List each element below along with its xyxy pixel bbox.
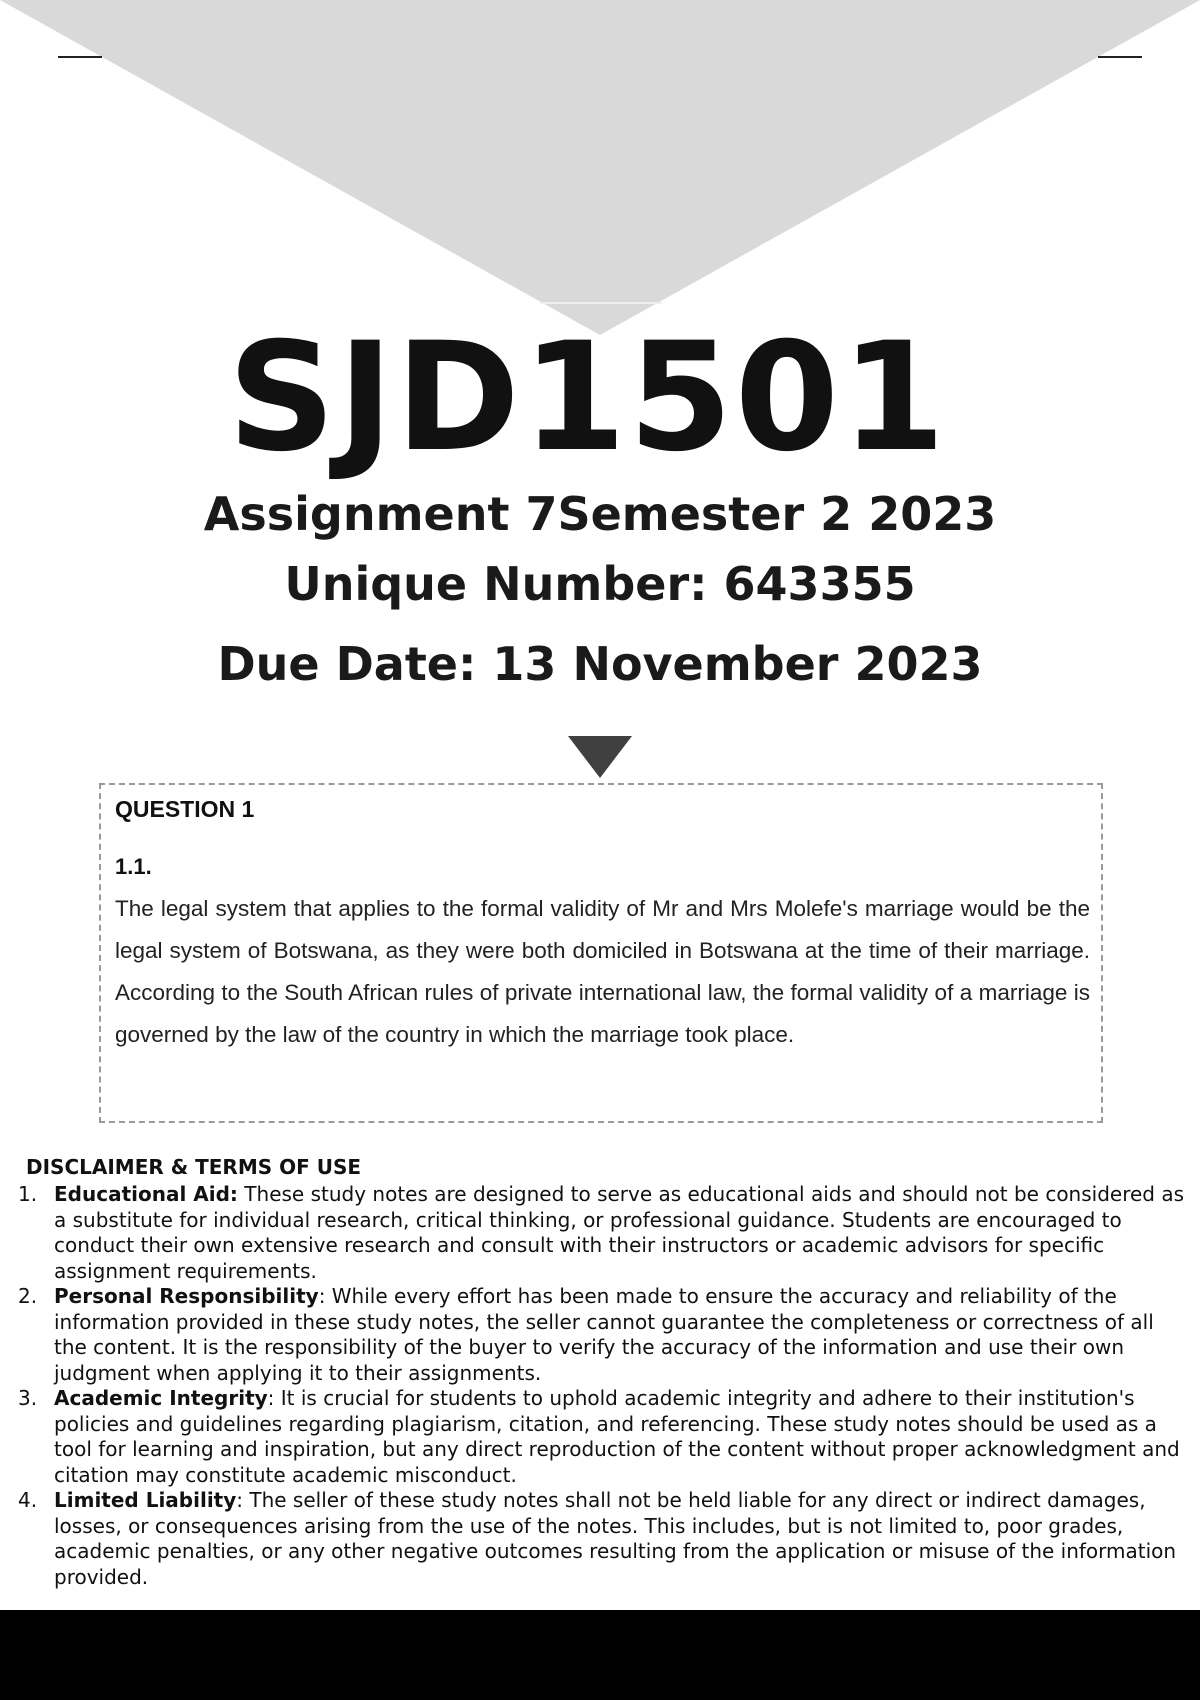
unique-number-line: Unique Number: 643355 bbox=[284, 557, 916, 611]
disclaimer-item-text: : The seller of these study notes shall not be held liable for any direct or indirect damages, losses, or consequences arising from the use of the notes. This includes, but is not limited to, poor grades, academic penalties, or any other negative outcomes resulting from the application or misuse of the information provided. bbox=[54, 1488, 1177, 1589]
disclaimer-item-text: : While every effort has been made to ensure the accuracy and reliability of the information provided in these study notes, the seller cannot guarantee the completeness or correctness of all the content. It is the responsibility of the buyer to verify the accuracy of the information and use their own judgment when applying it to their assignments. bbox=[54, 1284, 1154, 1385]
disclaimer-item-number: 1. bbox=[18, 1182, 38, 1206]
question-heading: QUESTION 1 bbox=[115, 796, 255, 822]
disclaimer-item-number: 4. bbox=[18, 1488, 38, 1512]
corner-rule-left bbox=[58, 56, 102, 58]
triangle-down-icon bbox=[568, 736, 632, 778]
disclaimer-list bbox=[18, 1182, 1188, 1590]
course-code: SJD1501 bbox=[227, 311, 948, 485]
disclaimer-item-number: 3. bbox=[18, 1386, 38, 1410]
question-answer: The legal system that applies to the formal validity of Mr and Mrs Molefe's marriage would be the legal system of Botswana, as they were both domiciled in Botswana at the time of their marriage. According to the South African rules of private international law, the formal validity of a marriage is governed by the law of the country in which the marriage took place. bbox=[115, 896, 1090, 1047]
disclaimer-item bbox=[18, 1182, 1188, 1284]
assignment-line: Assignment 7Semester 2 2023 bbox=[203, 487, 997, 541]
disclaimer-item-label: Personal Responsibility bbox=[54, 1284, 319, 1308]
banner-chevron bbox=[0, 0, 1200, 335]
disclaimer-section bbox=[18, 1154, 1188, 1590]
disclaimer-title: DISCLAIMER & TERMS OF USE bbox=[26, 1155, 362, 1179]
due-date-line: Due Date: 13 November 2023 bbox=[217, 637, 983, 691]
disclaimer-item bbox=[18, 1284, 1188, 1386]
cover-banner bbox=[0, 0, 1200, 340]
disclaimer-item-number: 2. bbox=[18, 1284, 38, 1308]
disclaimer-item-text: These study notes are designed to serve as educational aids and should not be considered as a substitute for individual research, critical thinking, or professional guidance. Students are encouraged to conduct their own extensive research and consult with their instructors or academic advisors for specific assignment requirements. bbox=[54, 1182, 1185, 1283]
footer-bar bbox=[0, 1610, 1200, 1700]
question-preview-box bbox=[99, 783, 1103, 1123]
disclaimer-item-text: : It is crucial for students to uphold academic integrity and adhere to their institution's policies and guidelines regarding plagiarism, citation, and referencing. These study notes should be used as a tool for learning and inspiration, but any direct reproduction of the content without proper acknowledgment and citation may constitute academic misconduct. bbox=[54, 1386, 1180, 1487]
disclaimer-item bbox=[18, 1386, 1188, 1488]
corner-rule-right bbox=[1098, 56, 1142, 58]
disclaimer-item bbox=[18, 1488, 1188, 1590]
disclaimer-item-label: Educational Aid: bbox=[54, 1182, 238, 1206]
disclaimer-item-label: Limited Liability bbox=[54, 1488, 237, 1512]
question-number: 1.1. bbox=[115, 854, 152, 879]
disclaimer-item-label: Academic Integrity bbox=[54, 1386, 268, 1410]
